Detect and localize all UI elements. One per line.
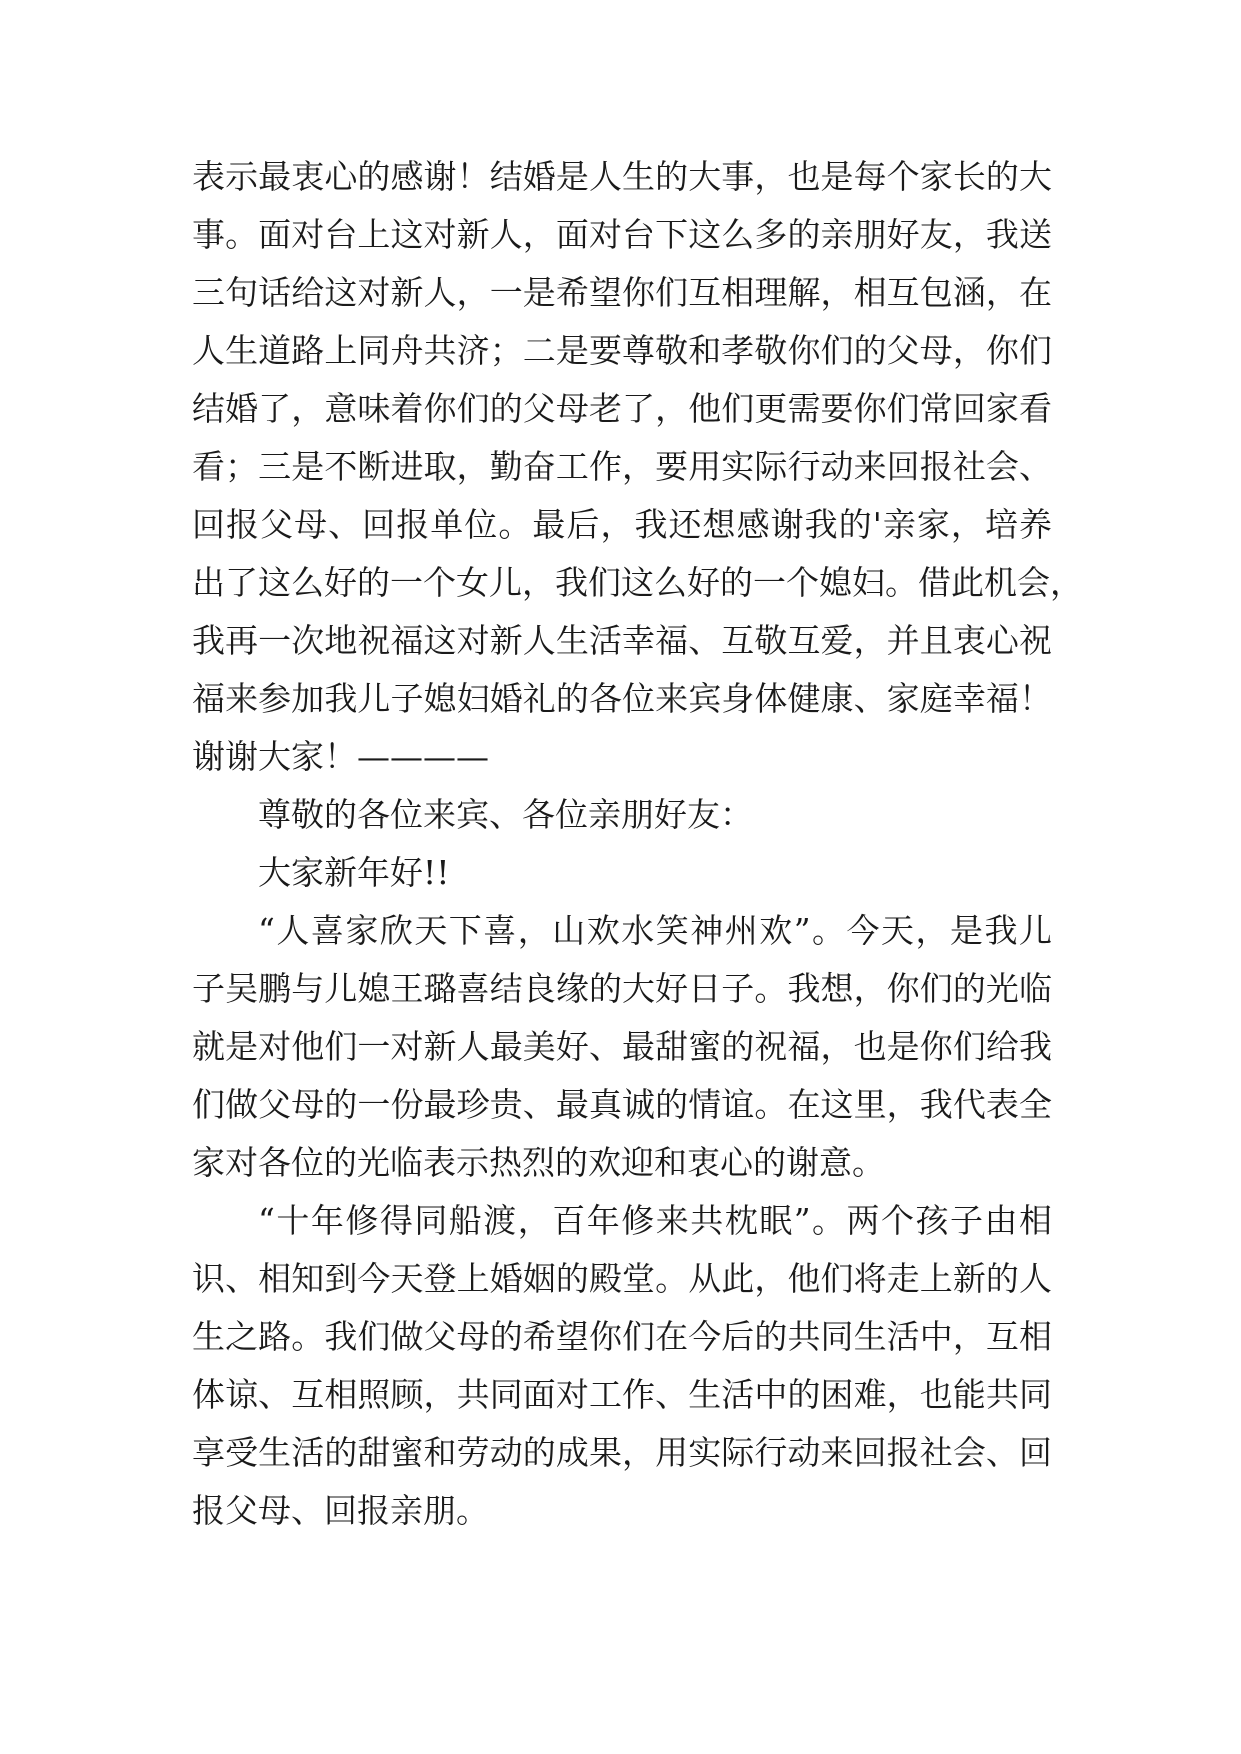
text-line: 体谅、互相照顾，共同面对工作、生活中的困难，也能共同 <box>192 1375 1052 1414</box>
text-line: 事。面对台上这对新人，面对台下这么多的亲朋好友，我送 <box>192 215 1052 254</box>
text-line: 我再一次地祝福这对新人生活幸福、互敬互爱，并且衷心祝 <box>192 621 1052 660</box>
text-line: 看；三是不断进取，勤奋工作，要用实际行动来回报社会、 <box>192 447 1052 486</box>
text-line: 出了这么好的一个女儿，我们这么好的一个媳妇。借此机会， <box>192 563 1083 602</box>
paragraph-first-line: “十年修得同船渡，百年修来共枕眠”。两个孩子由相 <box>258 1201 1052 1240</box>
text-line: 表示最衷心的感谢！结婚是人生的大事，也是每个家长的大 <box>192 157 1052 196</box>
text-line: 福来参加我儿子媳妇婚礼的各位来宾身体健康、家庭幸福！ <box>192 679 1052 718</box>
text-line: 家对各位的光临表示热烈的欢迎和衷心的谢意。 <box>192 1143 885 1182</box>
text-line: 们做父母的一份最珍贵、最真诚的情谊。在这里，我代表全 <box>192 1085 1052 1124</box>
text-line: 回报父母、回报单位。最后，我还想感谢我的'亲家，培养 <box>192 505 1052 544</box>
text-line: 子吴鹏与儿媳王璐喜结良缘的大好日子。我想，你们的光临 <box>192 969 1052 1008</box>
text-line: 人生道路上同舟共济；二是要尊敬和孝敬你们的父母，你们 <box>192 331 1052 370</box>
text-line: 谢谢大家！———— <box>192 737 489 776</box>
salutation: 尊敬的各位来宾、各位亲朋好友： <box>258 795 753 834</box>
paragraph-first-line: “人喜家欣天下喜，山欢水笑神州欢”。今天，是我儿 <box>258 911 1052 950</box>
text-line: 就是对他们一对新人最美好、最甜蜜的祝福，也是你们给我 <box>192 1027 1052 1066</box>
text-line: 报父母、回报亲朋。 <box>192 1491 489 1530</box>
text-line: 三句话给这对新人，一是希望你们互相理解，相互包涵，在 <box>192 273 1052 312</box>
text-line: 享受生活的甜蜜和劳动的成果，用实际行动来回报社会、回 <box>192 1433 1052 1472</box>
text-line: 结婚了，意味着你们的父母老了，他们更需要你们常回家看 <box>192 389 1052 428</box>
greeting: 大家新年好!! <box>258 853 450 892</box>
text-line: 生之路。我们做父母的希望你们在今后的共同生活中，互相 <box>192 1317 1052 1356</box>
text-line: 识、相知到今天登上婚姻的殿堂。从此，他们将走上新的人 <box>192 1259 1052 1298</box>
